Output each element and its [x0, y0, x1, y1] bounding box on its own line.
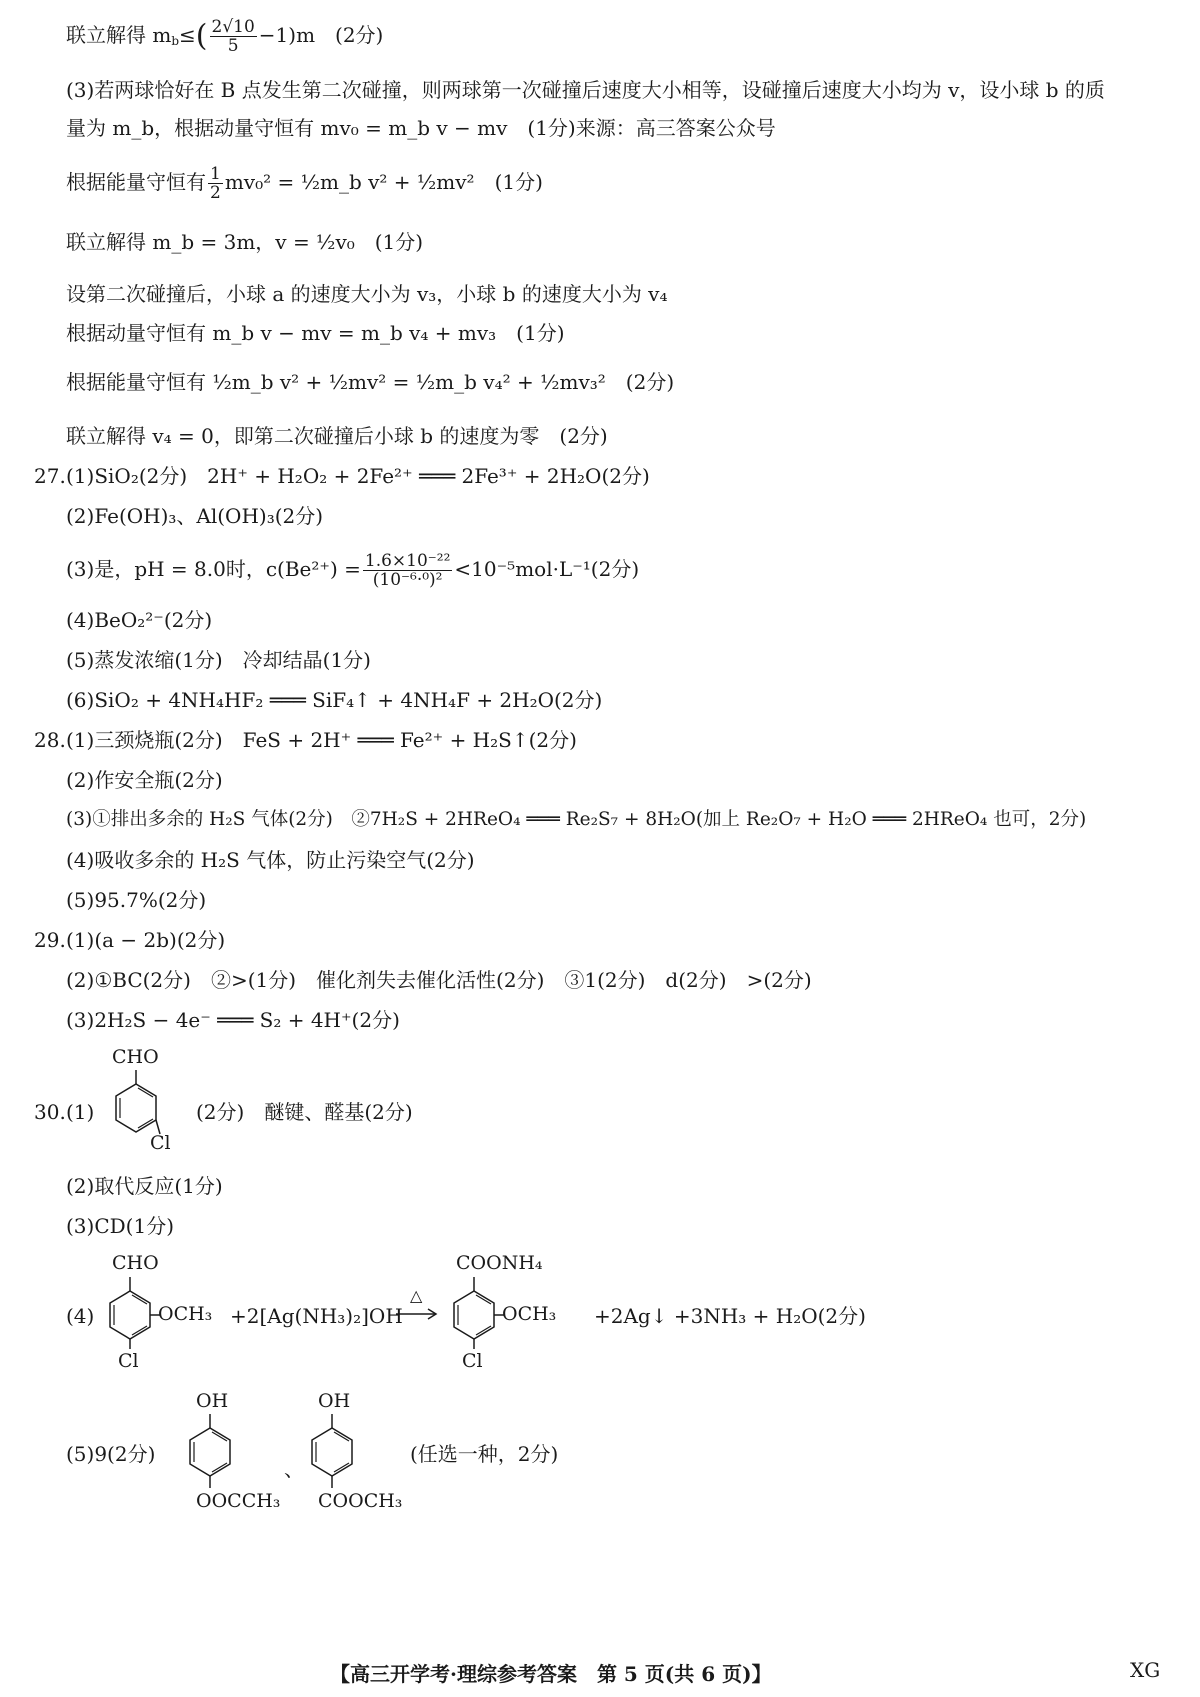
q30-s1-label: (1)	[66, 1100, 95, 1124]
q30-s1-text: (2分) 醚键、醛基(2分)	[196, 1100, 413, 1124]
product-top-group: COONH₄	[456, 1252, 543, 1274]
q27-line-6: (6)SiO₂ + 4NH₄HF₂ ═══ SiF₄↑ + 4NH₄F + 2H₂O(2分)	[66, 688, 603, 712]
reaction-arrow	[396, 1302, 440, 1327]
q29-line-1: (1)(a − 2b)(2分)	[66, 928, 226, 952]
p3-line-8: 联立解得 v₄ = 0，即第二次碰撞后小球 b 的速度为零 (2分)	[66, 424, 608, 448]
q27-line-5: (5)蒸发浓缩(1分) 冷却结晶(1分)	[66, 648, 371, 672]
q28-line-1: (1)三颈烧瓶(2分) FeS + 2H⁺ ═══ Fe²⁺ + H₂S↑(2分)	[66, 728, 577, 752]
p3-line-6: 根据动量守恒有 m_b v − mv = m_b v₄ + mv₃ (1分)	[66, 321, 565, 345]
q29-line-3: (3)2H₂S − 4e⁻ ═══ S₂ + 4H⁺(2分)	[66, 1008, 400, 1032]
reactant-bottom-group: Cl	[118, 1350, 139, 1372]
q27-line-3: (3)是，pH = 8.0时，c(Be²⁺) = $\frac{\text{1.6×10⁻²²}}{\text{(10⁻⁶·⁰)²}}$ <10⁻⁵mol·L⁻¹(2分)	[66, 551, 640, 590]
product-side-group: OCH₃	[502, 1303, 557, 1325]
footer-page-info: 【高三开学考·理综参考答案 第 5 页(共 6 页)】	[330, 1662, 772, 1686]
q30-s4-label: (4)	[66, 1304, 95, 1328]
reactant-side-group: OCH₃	[158, 1303, 213, 1325]
q30-s4-reagent: +2[Ag(NH₃)₂]OH	[230, 1304, 403, 1328]
q28-line-5: (5)95.7%(2分)	[66, 888, 207, 912]
p3-line-4: 联立解得 m_b = 3m，v = ½v₀ (1分)	[66, 230, 424, 254]
q28-line-4: (4)吸收多余的 H₂S 气体，防止污染空气(2分)	[66, 848, 475, 872]
q30-s5-note: (任选一种，2分)	[410, 1442, 559, 1466]
isomer-a-top-group: OH	[196, 1390, 229, 1412]
q27-line-1: (1)SiO₂(2分) 2H⁺ + H₂O₂ + 2Fe²⁺ ═══ 2Fe³⁺ + 2H₂O(2分)	[66, 464, 650, 488]
be-concentration-fraction: $\frac{\text{1.6×10⁻²²}}{\text{(10⁻⁶·⁰)²}}$	[364, 551, 451, 590]
p3-line-2: 量为 m_b，根据动量守恒有 mv₀ = m_b v − mv (1分)来源：高三答案公众号	[66, 116, 776, 140]
q29-line-2: (2)①BC(2分) ②>(1分) 催化剂失去催化活性(2分) ③1(2分) d(2分) >(2分)	[66, 968, 812, 992]
q30-s5-label: (5)9(2分)	[66, 1442, 156, 1466]
mol1-top-group: CHO	[112, 1046, 159, 1068]
q30-s4-tail: +2Ag↓ +3NH₃ + H₂O(2分)	[594, 1304, 866, 1328]
p3-line-7: 根据能量守恒有 ½m_b v² + ½mv² = ½m_b v₄² + ½mv₃² (2分)	[66, 370, 675, 394]
p3-line-3: 根据能量守恒有 $\frac{1}{2}$ mv₀² = ½m_b v² + ½mv² (1分)	[66, 164, 543, 203]
mol1-sub-group: Cl	[150, 1132, 171, 1154]
p3-line-5: 设第二次碰撞后，小球 a 的速度大小为 v₃，小球 b 的速度大小为 v₄	[66, 282, 668, 306]
product-bottom-group: Cl	[462, 1350, 483, 1372]
solve-line-1: 联立解得 $m_b\le$( $\frac{2√10}{5}$ −1)m (2分)	[66, 17, 384, 56]
isomer-b-bottom-group: COOCH₃	[318, 1490, 403, 1512]
isomer-a-bottom-group: OOCCH₃	[196, 1490, 281, 1512]
p3-line-1: (3)若两球恰好在 B 点发生第二次碰撞，则两球第一次碰撞后速度大小相等，设碰撞后速度大小均为 v，设小球 b 的质	[66, 78, 1105, 102]
q27-line-4: (4)BeO₂²⁻(2分)	[66, 608, 213, 632]
footer-code: XG	[1130, 1658, 1161, 1682]
q28-line-2: (2)作安全瓶(2分)	[66, 768, 223, 792]
q27-line-2: (2)Fe(OH)₃、Al(OH)₃(2分)	[66, 504, 324, 528]
q30-line-3: (3)CD(1分)	[66, 1214, 174, 1238]
isomer-b-top-group: OH	[318, 1390, 351, 1412]
isomer-separator: 、	[284, 1457, 304, 1481]
heat-condition: △	[410, 1286, 423, 1305]
fraction-2sqrt10-over-5: $\frac{2√10}{5}$	[211, 17, 255, 56]
q28-number: 28.	[34, 728, 66, 752]
q28-line-3: (3)①排出多余的 H₂S 气体(2分) ②7H₂S + 2HReO₄ ═══ Re₂S₇ + 8H₂O(加上 Re₂O₇ + H₂O ═══ 2HReO₄ 也可，2分)	[66, 809, 1087, 830]
q29-number: 29.	[34, 928, 66, 952]
reactant-top-group: CHO	[112, 1252, 159, 1274]
q30-number: 30.	[34, 1100, 66, 1124]
q27-number: 27.	[34, 464, 66, 488]
q30-line-2: (2)取代反应(1分)	[66, 1174, 223, 1198]
